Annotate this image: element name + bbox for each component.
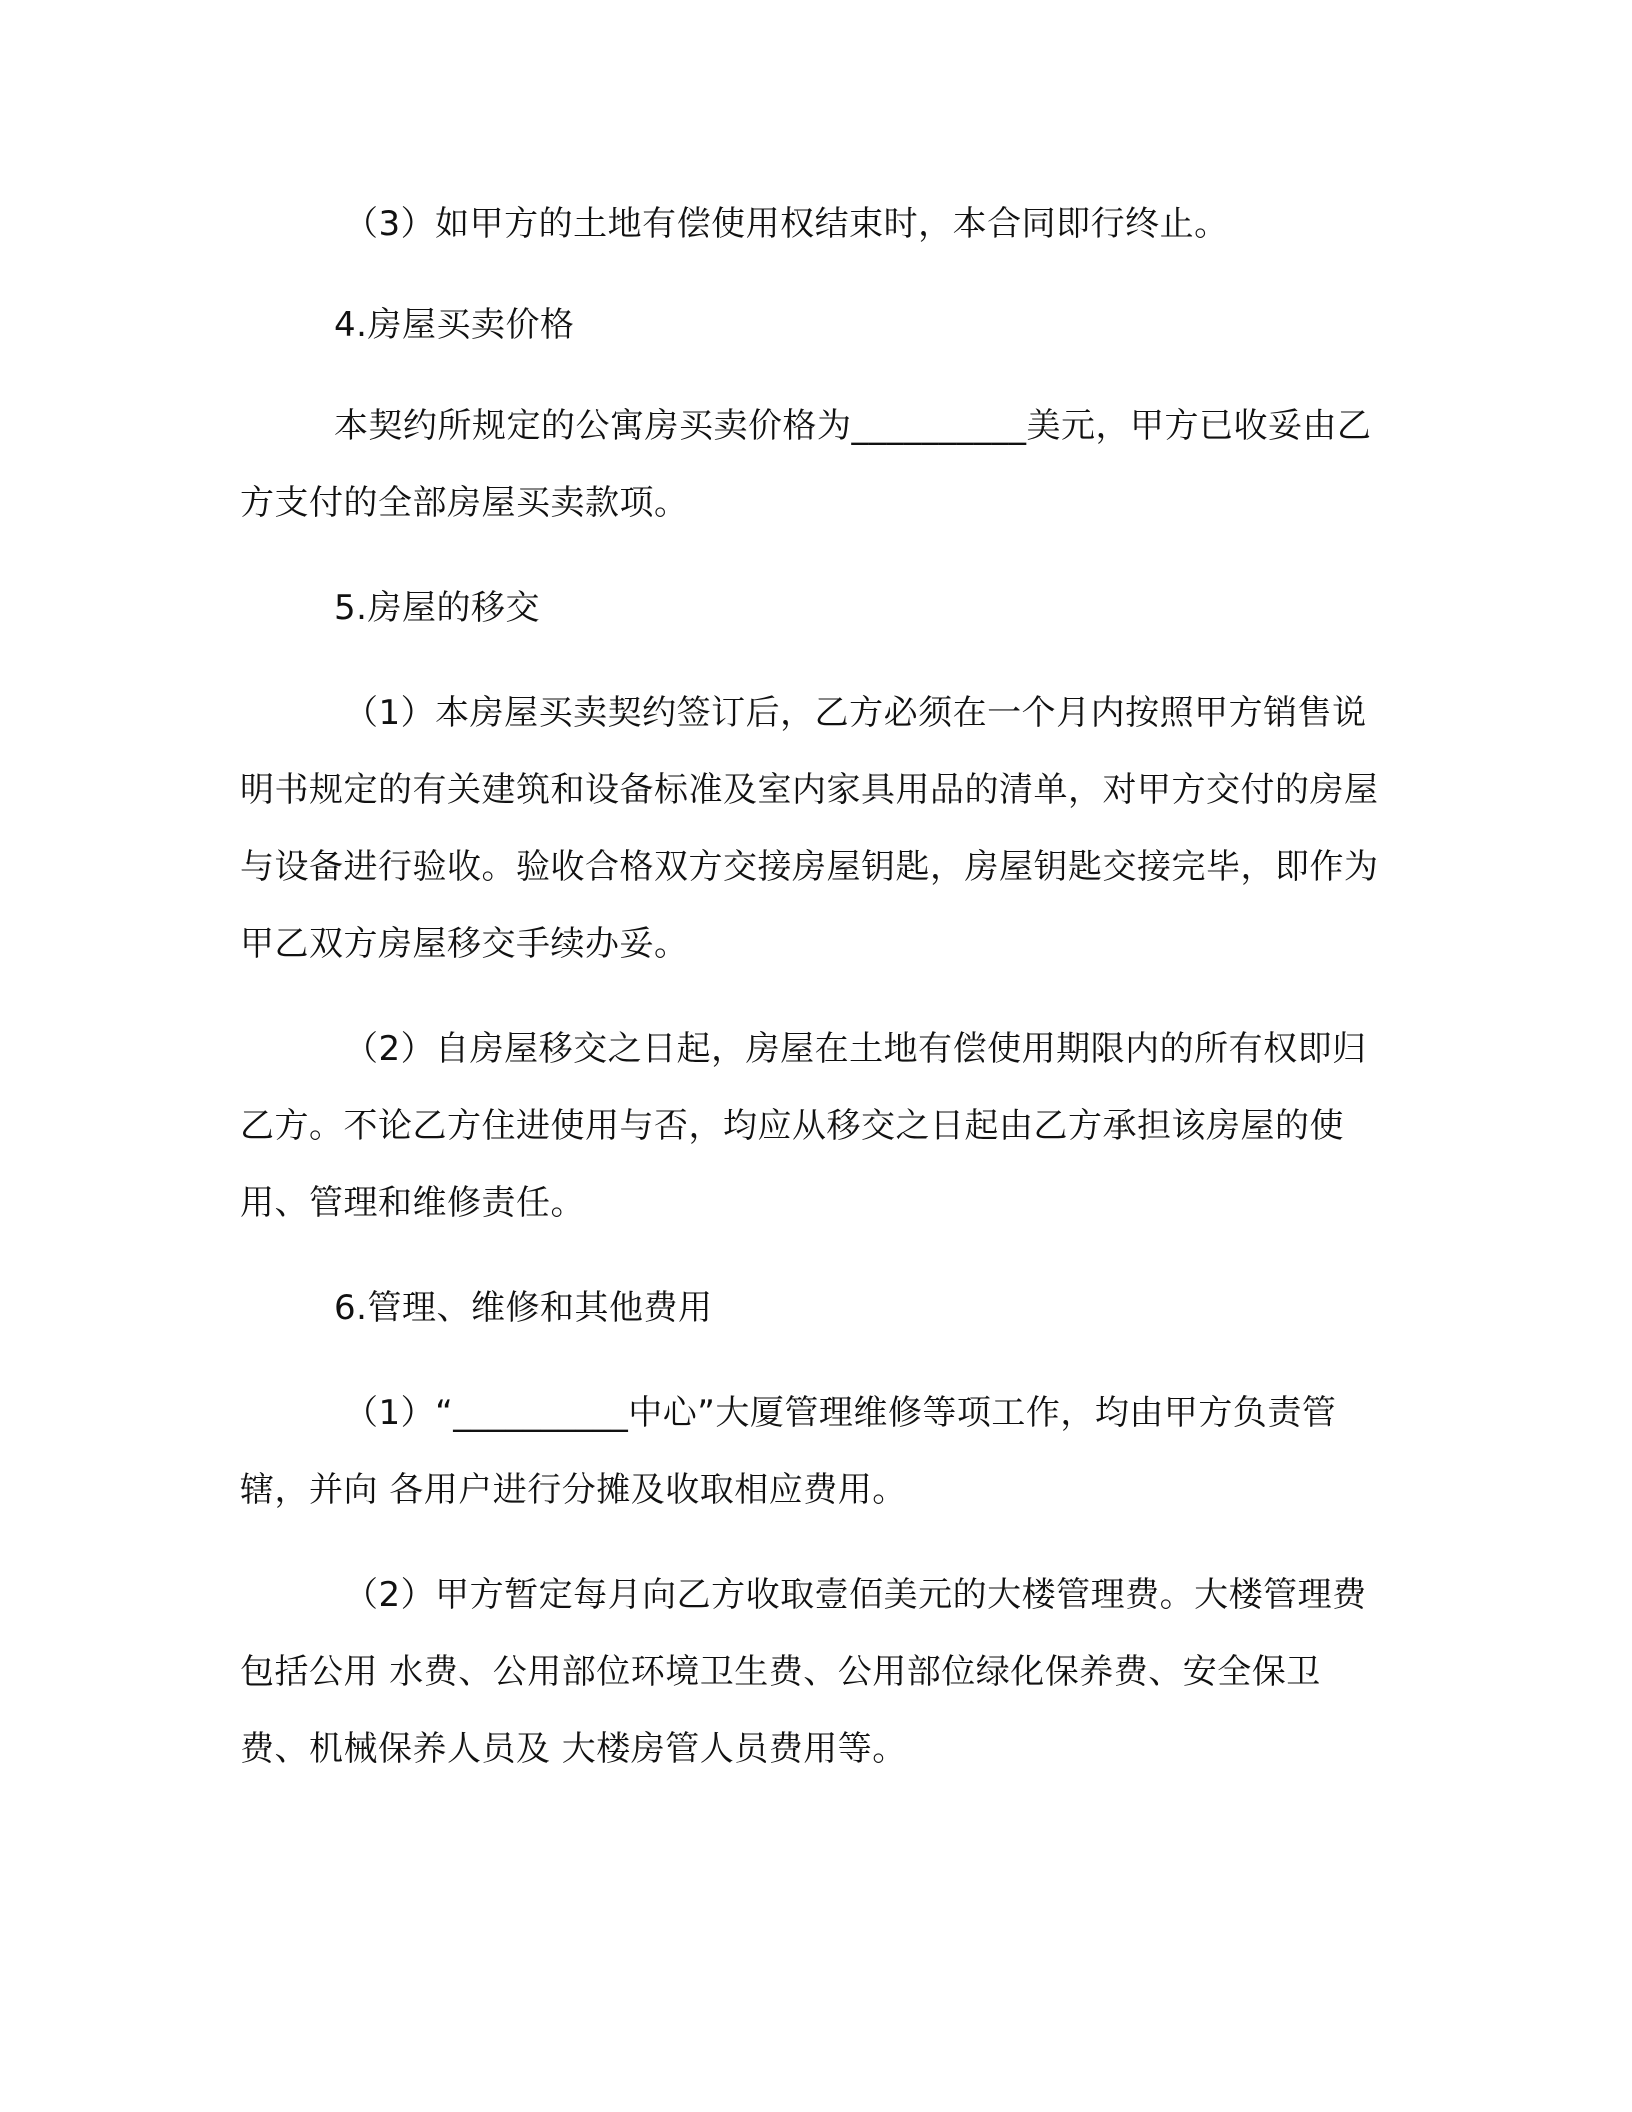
- clause-3-3-termination: （3）如甲方的土地有偿使用权结束时，本合同即行终止。: [344, 204, 1229, 244]
- clause-6-1-management: （1）“__________中心”大厦管理维修等项工作，均由甲方负责管辖，并向 各用户进行分摊及收取相应费用。: [240, 1393, 1337, 1510]
- document-body: [240, 186, 1380, 1788]
- clause-5-2-ownership: （2）自房屋移交之日起，房屋在土地有偿使用期限内的所有权即归乙方。不论乙方住进使用与否，均应从移交之日起由乙方承担该房屋的使用、管理和维修责任。: [240, 1029, 1367, 1223]
- clause-4-price-text: 本契约所规定的公寓房买卖价格为__________美元，甲方已收妥由乙方支付的全部房屋买卖款项。: [240, 406, 1372, 523]
- clause-5-1-inspection: （1）本房屋买卖契约签订后，乙方必须在一个月内按照甲方销售说明书规定的有关建筑和设备标准及室内家具用品的清单，对甲方交付的房屋与设备进行验收。验收合格双方交接房屋钥匙，房屋钥匙交接完毕，即作为甲乙双方房屋移交手续办妥。: [240, 693, 1379, 964]
- section-heading-6-fees: 6.管理、维修和其他费用: [334, 1288, 713, 1328]
- section-heading-4-price: 4.房屋买卖价格: [334, 305, 575, 345]
- clause-6-2-management-fee: （2）甲方暂定每月向乙方收取壹佰美元的大楼管理费。大楼管理费包括公用 水费、公用部位环境卫生费、公用部位绿化保养费、安全保卫费、机械保养人员及 大楼房管人员费用等。: [240, 1575, 1367, 1769]
- section-heading-5-handover: 5.房屋的移交: [334, 588, 540, 628]
